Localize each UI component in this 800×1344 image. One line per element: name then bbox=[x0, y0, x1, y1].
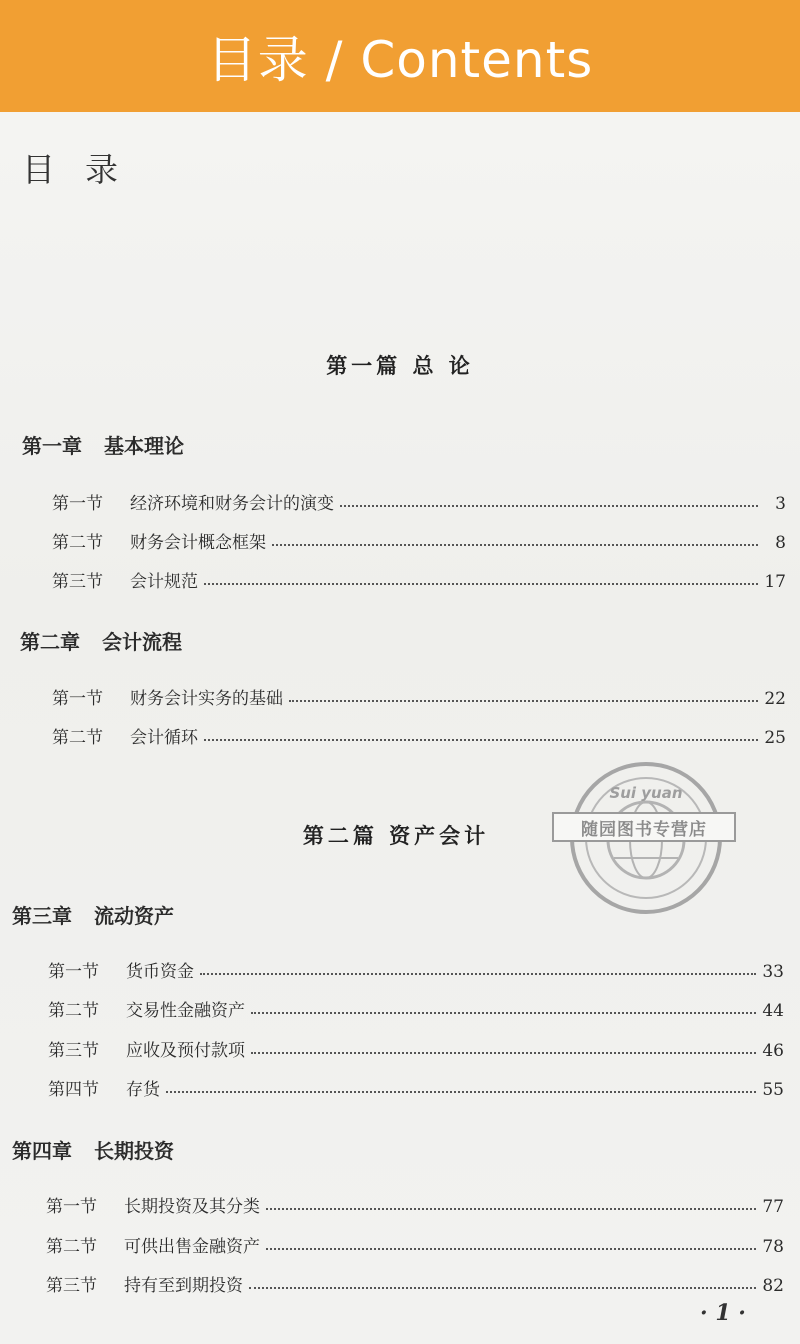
dot-leader bbox=[166, 1091, 756, 1093]
page-folio: · 1 · bbox=[700, 1300, 746, 1326]
dot-leader bbox=[272, 544, 758, 546]
toc-entry[interactable] bbox=[46, 1232, 784, 1258]
section-title: 经济环境和财务会计的演变 bbox=[130, 494, 334, 514]
chapter-heading bbox=[22, 430, 184, 459]
dot-leader bbox=[200, 973, 756, 975]
dot-leader bbox=[340, 505, 758, 507]
toc-entry[interactable] bbox=[48, 1075, 784, 1101]
section-number: 第三节 bbox=[52, 572, 103, 592]
toc-entry[interactable] bbox=[52, 723, 786, 749]
chapter-heading bbox=[20, 626, 182, 655]
page-number: 25 bbox=[764, 728, 786, 748]
section-number: 第一节 bbox=[48, 962, 99, 982]
toc-heading: 目录 bbox=[22, 150, 148, 189]
banner-title: 目录 / Contents bbox=[206, 31, 594, 89]
stamp-shop-label: 随园图书专营店 bbox=[552, 812, 736, 842]
dot-leader bbox=[266, 1248, 756, 1250]
chapter-title: 流动资产 bbox=[94, 904, 174, 928]
section-title: 财务会计概念框架 bbox=[130, 533, 266, 553]
section-number: 第一节 bbox=[52, 689, 103, 709]
toc-entry[interactable] bbox=[52, 528, 786, 554]
section-title: 可供出售金融资产 bbox=[124, 1237, 260, 1257]
chapter-heading bbox=[12, 900, 174, 929]
dot-leader bbox=[251, 1052, 756, 1054]
chapter-title: 长期投资 bbox=[94, 1139, 174, 1163]
dot-leader bbox=[266, 1208, 756, 1210]
page-number: 82 bbox=[762, 1276, 784, 1296]
chapter-number: 第三章 bbox=[12, 904, 72, 928]
page-number: 3 bbox=[775, 494, 786, 514]
dot-leader bbox=[204, 583, 758, 585]
dot-leader bbox=[249, 1287, 756, 1289]
section-title: 货币资金 bbox=[126, 962, 194, 982]
part-title-1: 第一篇 总 论 bbox=[326, 353, 474, 378]
page-number: 33 bbox=[762, 962, 784, 982]
chapter-number: 第四章 bbox=[12, 1139, 72, 1163]
section-number: 第一节 bbox=[52, 494, 103, 514]
toc-entry[interactable] bbox=[48, 957, 784, 983]
page-number: 46 bbox=[762, 1041, 784, 1061]
page-number: 22 bbox=[764, 689, 786, 709]
page-number: 55 bbox=[762, 1080, 784, 1100]
toc-entry[interactable] bbox=[48, 996, 784, 1022]
section-title: 长期投资及其分类 bbox=[124, 1197, 260, 1217]
section-number: 第二节 bbox=[52, 533, 103, 553]
section-title: 会计规范 bbox=[130, 572, 198, 592]
chapter-title: 基本理论 bbox=[104, 434, 184, 458]
toc-entry[interactable] bbox=[52, 684, 786, 710]
chapter-number: 第二章 bbox=[20, 630, 80, 654]
chapter-number: 第一章 bbox=[22, 434, 82, 458]
section-title: 交易性金融资产 bbox=[126, 1001, 245, 1021]
section-title: 应收及预付款项 bbox=[126, 1041, 245, 1061]
page-number: 44 bbox=[762, 1001, 784, 1021]
toc-entry[interactable] bbox=[48, 1036, 784, 1062]
section-title: 存货 bbox=[126, 1080, 160, 1100]
section-number: 第二节 bbox=[46, 1237, 97, 1257]
page-number: 17 bbox=[764, 572, 786, 592]
page-number: 77 bbox=[762, 1197, 784, 1217]
page-number: 78 bbox=[762, 1237, 784, 1257]
stamp-arc-text: Sui yuan bbox=[609, 784, 683, 802]
section-number: 第二节 bbox=[52, 728, 103, 748]
chapter-heading bbox=[12, 1135, 174, 1164]
header-banner bbox=[0, 0, 800, 112]
toc-entry[interactable] bbox=[46, 1192, 784, 1218]
section-title: 会计循环 bbox=[130, 728, 198, 748]
dot-leader bbox=[289, 700, 758, 702]
section-number: 第三节 bbox=[48, 1041, 99, 1061]
page-number: 8 bbox=[775, 533, 786, 553]
section-number: 第三节 bbox=[46, 1276, 97, 1296]
part-title-2: 第二篇 资产会计 bbox=[302, 823, 490, 848]
chapter-title: 会计流程 bbox=[102, 630, 182, 654]
dot-leader bbox=[251, 1012, 756, 1014]
dot-leader bbox=[204, 739, 758, 741]
section-title: 财务会计实务的基础 bbox=[130, 689, 283, 709]
toc-entry[interactable] bbox=[46, 1271, 784, 1297]
toc-entry[interactable] bbox=[52, 567, 786, 593]
section-number: 第一节 bbox=[46, 1197, 97, 1217]
section-number: 第四节 bbox=[48, 1080, 99, 1100]
toc-entry[interactable] bbox=[52, 489, 786, 515]
section-number: 第二节 bbox=[48, 1001, 99, 1021]
section-title: 持有至到期投资 bbox=[124, 1276, 243, 1296]
